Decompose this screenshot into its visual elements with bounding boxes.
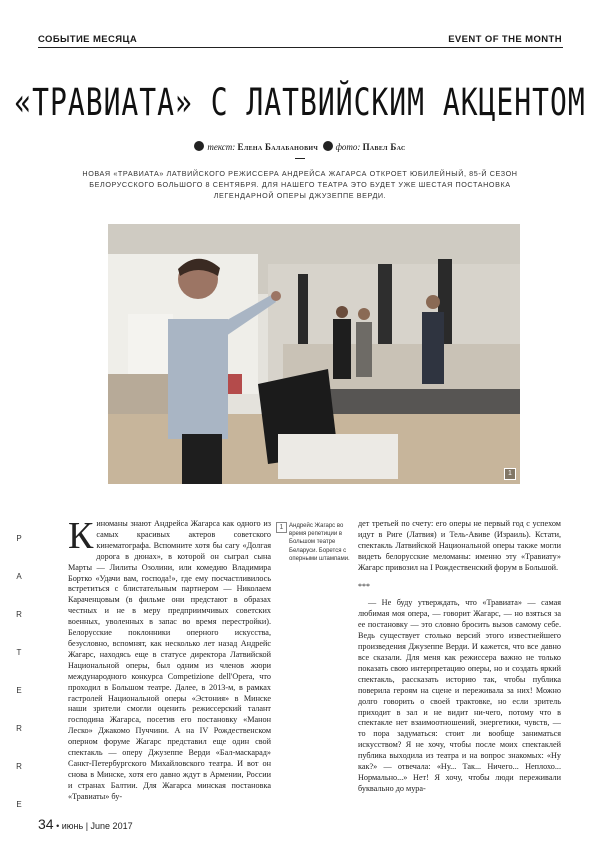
caption-number: 1: [276, 522, 287, 533]
side-letter: P: [16, 534, 22, 543]
text-credit-icon: [194, 141, 204, 151]
page-footer: [38, 816, 133, 832]
photo-credit-icon: [323, 141, 333, 151]
article-column-2: [358, 519, 561, 795]
side-letter: A: [16, 572, 22, 581]
article-title: «ТРАВИАТА» С ЛАТВИЙСКИМ АКЦЕНТОМ: [14, 80, 586, 125]
text-credit-author: Елена Балабанович: [237, 142, 319, 152]
photo-caption: Андрейс Жагарс во время репетиции в Большом театре Беларуси. Борется с оперными штампами.: [289, 523, 350, 562]
section-label: СОБЫТИЕ МЕСЯЦА: [38, 34, 138, 45]
article-column-1: [68, 515, 271, 803]
rehearsal-photo: [108, 224, 520, 484]
drop-cap: К: [68, 515, 94, 557]
side-rubric: [14, 520, 24, 824]
credits-line: [0, 141, 600, 152]
side-letter: E: [16, 800, 22, 809]
photo-credit-author: Павел Бас: [362, 142, 406, 152]
column-2-paragraph: — Не буду утверждать, что «Травиата» — самая любимая моя опера, — говорит Жагарс, — но взяться за ее постановку — это словно бросить вызов самому себе. Ведь существует столько версий этого известнейшего произведения Джузеппе Верди. И кажется, что все давно все сказали. Для меня как режиссера важно не только показать свою интерпретацию оперы, но и создать яркий спектакль, рассказать историю так, чтобы публика поверила героям на сцене и переживала за них! Можно долго говорить о своей трактовке, но если зритель приходит в зал и не видит ни-чего, потому что в спектакле нет взаимоотношений, энергетики, чувств, — то пора задуматься: стоит ли вообще заниматься искусством? Я не хочу, чтобы после моих спектаклей публика выходила из театра и на вопрос знакомых: «Ну как?» — отвечала: «Ну... Так... Ничего... Неплохо... Нормально...» Нет! Я хочу, чтобы люди переживали буквально до мура-: [358, 598, 561, 793]
column-2-paragraph: дет третьей по счету: его оперы не первый год с успехом идут в Риге (Латвия) и Тель-Авиве (Израиль). Кстати, спектакль Латвийской Национальной оперы также могли видеть белорусские меломаны: именно эту «Травиату» Жагарс привозил на I Рождественский форум в Большой.: [358, 519, 561, 572]
side-letter: E: [16, 686, 22, 695]
text-credit-label: текст:: [207, 142, 236, 152]
page-number: 34: [38, 816, 54, 832]
photo-number-badge: 1: [504, 468, 516, 480]
issue-date: июнь | June 2017: [61, 821, 133, 831]
credits-divider: [295, 158, 305, 159]
side-letter: R: [16, 762, 22, 771]
header-divider: [38, 47, 563, 48]
column-1-text: иноманы знают Андрейса Жагарса как одного из самых красивых актеров советского кинематографа. Вспомните хотя бы сагу «Долгая дорога в дюнах», в которой он сыграл сына Марты — Лилиты Озолини, или комедию Владимира Бортко «Удачи вам, господа!», где ему посчастливилось встретиться с блистательным партнером — Николаем Караченцовым (в фильме они предстают в образах честных и не в меру предприимчивых советских военных, уволенных в запас во время перестройки). Белорусские поклонники оперного искусства, безусловно, вспомнят, как несколько лет назад Андрейс Жагарс, находясь еще в статусе директора Латвийской Национальной оперы, был одним из членов жюри международного конкурса Competizione dell'Opera, что проходил в Большом театре. Далее, в 2013-м, в рамках гастролей Национальной оперы «Эстония» в Минске наши зрители смогли оценить режиссерский талант господина Жагарса, посетив его постановку «Манон Леско» Джакомо Пуччини. А на IV Рождественском оперном форуме Жагарс представил еще один свой спектакль — оперу Джузеппе Верди «Бал-маскарад» Санкт-Петербургского Михайловского театра. И вот он снова в Минске, хотя его давно ждут в Армении, России и странах Балтии. Для Жагарса минская постановка «Травиаты» бу-: [68, 519, 271, 801]
lead-paragraph: НОВАЯ «ТРАВИАТА» ЛАТВИЙСКОГО РЕЖИССЕРА АНДРЕЙСА ЖАГАРСА ОТКРОЕТ ЮБИЛЕЙНЫЙ, 85-Й СЕЗОН БЕЛОРУССКОГО БОЛЬШОГО 8 СЕНТЯБРЯ. ДЛЯ НАШЕГО ТЕАТРА ЭТО БУДЕТ УЖЕ ШЕСТАЯ ПОСТАНОВКА ЛЕГЕНДАРНОЙ ОПЕРЫ ДЖУЗЕППЕ ВЕРДИ.: [82, 169, 518, 200]
photo-credit-label: фото:: [335, 142, 361, 152]
section-break: ***: [358, 581, 370, 591]
side-letter: T: [16, 648, 22, 657]
footer-bullet: •: [56, 821, 60, 831]
side-letter: R: [16, 610, 22, 619]
side-letter: R: [16, 724, 22, 733]
section-label-english: EVENT OF THE MONTH: [448, 34, 562, 45]
